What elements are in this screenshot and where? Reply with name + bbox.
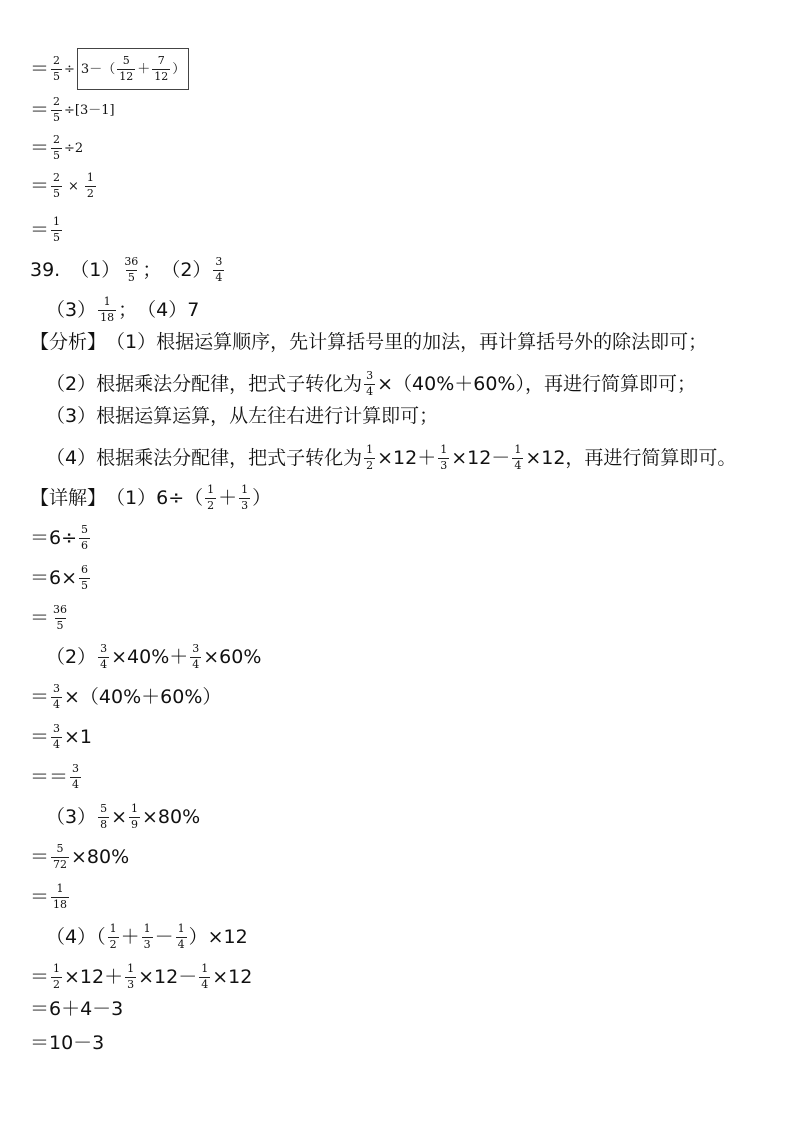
denominator: 5: [53, 230, 61, 244]
detail-line: [30, 524, 92, 552]
detail-line: [46, 643, 261, 671]
detail-line: [46, 923, 248, 951]
numerator: 2: [53, 95, 61, 108]
analysis-text: （2）根据乘法分配律，把式子转化为: [46, 372, 363, 395]
numerator: 1: [131, 802, 139, 815]
expression-text: （2）: [46, 645, 97, 668]
detail-line: [30, 1000, 123, 1019]
denominator: 5: [53, 69, 61, 83]
analysis-paragraph: [46, 407, 438, 426]
fraction: [85, 172, 96, 200]
denominator: 4: [53, 737, 61, 751]
calc-line: [30, 96, 115, 124]
numerator: 1: [201, 962, 209, 975]
fraction: [364, 444, 375, 472]
denominator: 18: [100, 310, 115, 324]
denominator: 3: [440, 458, 448, 472]
detail-line: [30, 723, 92, 751]
numerator: 3: [366, 369, 374, 382]
denominator: 4: [215, 270, 223, 284]
denominator: 5: [53, 110, 61, 124]
analysis-paragraph: [46, 444, 736, 472]
calc-line: [30, 216, 64, 244]
answer-label: （4）: [137, 298, 188, 321]
denominator: 2: [207, 498, 215, 512]
numerator: 1: [53, 215, 61, 228]
fraction: [70, 763, 81, 791]
expression-text: ＝: [30, 725, 50, 748]
numerator: 7: [157, 53, 165, 67]
separator: ；: [142, 258, 162, 281]
numerator: 1: [56, 882, 64, 895]
fraction: [98, 643, 109, 671]
numerator: 6: [81, 563, 89, 576]
fraction: [122, 256, 140, 284]
fraction: [51, 55, 62, 83]
question-39-answers-2: [46, 296, 199, 324]
equals-sign: ＝: [30, 98, 50, 121]
numerator: 1: [440, 443, 448, 456]
separator: ；: [118, 298, 138, 321]
answer-value: 7: [187, 298, 200, 321]
fraction: [51, 172, 62, 200]
analysis-text: （1）根据运算顺序，先计算括号里的加法，再计算括号外的除法即可；: [106, 331, 708, 353]
numerator: 5: [100, 802, 108, 815]
fraction: [199, 963, 210, 991]
denominator: 5: [81, 578, 89, 592]
fraction: [129, 803, 140, 831]
numerator: 3: [72, 762, 80, 775]
expression-text: ×（40%＋60%）: [64, 685, 222, 708]
denominator: 4: [100, 657, 108, 671]
fraction: [98, 803, 109, 831]
operator: ＋: [218, 486, 238, 509]
operator: －: [154, 925, 174, 948]
denominator: 4: [514, 458, 522, 472]
fraction: [142, 923, 153, 951]
detail-line: [30, 883, 71, 911]
expression-text: ×12＋: [64, 965, 124, 988]
numerator: 5: [56, 842, 64, 855]
operator: ×: [68, 178, 79, 194]
denominator: 2: [109, 937, 117, 951]
fraction: [190, 643, 201, 671]
expression-text: ×80%: [71, 845, 130, 868]
denominator: 12: [154, 69, 169, 83]
expression-text: ）: [252, 486, 272, 509]
numerator: 3: [53, 682, 61, 695]
answer-label: （3）: [46, 298, 97, 321]
fraction: [152, 55, 170, 83]
denominator: 8: [100, 817, 108, 831]
denominator: 4: [177, 937, 185, 951]
denominator: 5: [127, 270, 135, 284]
equals-sign: ＝: [30, 136, 50, 159]
fraction: [51, 216, 62, 244]
expression-text: ＝＝: [30, 765, 69, 788]
expression-text: ＝: [30, 885, 50, 908]
detail-line: [30, 1034, 104, 1053]
denominator: 2: [86, 186, 94, 200]
question-39-answers: [30, 256, 226, 284]
fraction: [51, 843, 69, 871]
analysis-text: ×（40%＋60%），再进行简算即可；: [377, 372, 696, 395]
numerator: 1: [366, 443, 374, 456]
numerator: 1: [514, 443, 522, 456]
fraction: [239, 484, 250, 512]
expression-text: ＝10－3: [30, 1032, 105, 1054]
expression-text: （3）: [46, 805, 97, 828]
numerator: 1: [86, 171, 94, 184]
calc-line: [30, 134, 83, 162]
analysis-paragraph: [46, 370, 696, 398]
question-number: 39.: [30, 258, 61, 281]
numerator: 5: [81, 523, 89, 536]
denominator: 4: [201, 977, 209, 991]
calc-line: [30, 48, 189, 90]
denominator: 2: [53, 977, 61, 991]
analysis-text: ×12，再进行简算即可。: [525, 446, 737, 469]
denominator: 5: [53, 148, 61, 162]
detail-line: [30, 963, 252, 991]
analysis-text: ×12－: [451, 446, 511, 469]
numerator: 1: [53, 962, 61, 975]
answer-label: （2）: [161, 258, 212, 281]
detail-line: [30, 484, 271, 512]
denominator: 3: [241, 498, 249, 512]
numerator: 1: [103, 295, 111, 308]
expression-text: ＝: [30, 845, 50, 868]
denominator: 5: [53, 186, 61, 200]
fraction: [364, 370, 375, 398]
fraction: [205, 484, 216, 512]
denominator: 4: [53, 697, 61, 711]
denominator: 3: [127, 977, 135, 991]
fraction: [51, 604, 69, 632]
denominator: 4: [192, 657, 200, 671]
expression-text: ×60%: [203, 645, 262, 668]
fraction: [438, 444, 449, 472]
fraction: [51, 883, 69, 911]
numerator: 3: [53, 722, 61, 735]
fraction: [176, 923, 187, 951]
numerator: 2: [53, 133, 61, 146]
expression-text: ＝6×: [30, 566, 78, 589]
numerator: 1: [127, 962, 135, 975]
numerator: 1: [177, 922, 185, 935]
numerator: 3: [192, 642, 200, 655]
numerator: 2: [53, 171, 61, 184]
analysis-text: ×12＋: [377, 446, 437, 469]
fraction: [51, 963, 62, 991]
detail-line: [30, 843, 129, 871]
equals-sign: ＝: [30, 174, 50, 197]
detail-line: [30, 763, 83, 791]
expression-text: ÷2: [64, 140, 84, 156]
denominator: 3: [143, 937, 151, 951]
denominator: 4: [72, 777, 80, 791]
expression-text: ＝6＋4－3: [30, 998, 124, 1020]
denominator: 2: [366, 458, 374, 472]
fraction: [108, 923, 119, 951]
expression-text: ×12: [212, 965, 253, 988]
numerator: 2: [53, 53, 61, 67]
fraction: [117, 55, 135, 83]
analysis-paragraph: [30, 333, 707, 352]
operator: ＋: [137, 61, 151, 77]
expression-text: ＝: [30, 965, 50, 988]
detail-tag: 【详解】: [30, 486, 107, 509]
expression-text: ＝: [30, 606, 50, 629]
fraction: [98, 296, 116, 324]
square-bracket-group: [77, 48, 189, 90]
denominator: 4: [366, 384, 374, 398]
expression-text: 3－（: [80, 61, 116, 77]
fraction: [51, 683, 62, 711]
denominator: 6: [81, 538, 89, 552]
denominator: 72: [53, 857, 68, 871]
fraction: [79, 564, 90, 592]
numerator: 36: [53, 603, 68, 616]
operator: ÷: [64, 61, 75, 77]
denominator: 5: [56, 618, 64, 632]
numerator: 1: [241, 483, 249, 496]
detail-line: [30, 683, 221, 711]
fraction: [51, 723, 62, 751]
equals-sign: ＝: [30, 57, 50, 80]
denominator: 9: [131, 817, 139, 831]
expression-text: ）×12: [188, 925, 248, 948]
analysis-text: （3）根据运算运算，从左往右进行计算即可；: [46, 405, 439, 427]
detail-line: [30, 564, 92, 592]
expression-text: ×: [111, 805, 128, 828]
expression-text: ×12－: [138, 965, 198, 988]
fraction: [125, 963, 136, 991]
expression-text: ×80%: [142, 805, 201, 828]
answer-label: （1）: [70, 258, 121, 281]
calc-line: [30, 172, 98, 200]
analysis-text: （4）根据乘法分配律，把式子转化为: [46, 446, 363, 469]
expression-text: （4）（: [46, 925, 106, 948]
detail-line: [30, 604, 71, 632]
fraction: [51, 134, 62, 162]
expression-text: ÷[3－1]: [64, 102, 115, 118]
expression-text: ＝6÷: [30, 526, 78, 549]
numerator: 5: [122, 53, 130, 67]
numerator: 3: [215, 255, 223, 268]
equals-sign: ＝: [30, 218, 50, 241]
operator: ＋: [120, 925, 140, 948]
numerator: 1: [143, 922, 151, 935]
expression-text: ）: [172, 61, 186, 77]
fraction: [512, 444, 523, 472]
numerator: 1: [207, 483, 215, 496]
numerator: 36: [124, 255, 139, 268]
numerator: 1: [109, 922, 117, 935]
expression-text: （1）6÷（: [106, 486, 204, 509]
denominator: 12: [119, 69, 134, 83]
analysis-tag: 【分析】: [30, 331, 107, 353]
numerator: 3: [100, 642, 108, 655]
expression-text: ×40%＋: [111, 645, 189, 668]
fraction: [79, 524, 90, 552]
detail-line: [46, 803, 200, 831]
expression-text: ＝: [30, 685, 50, 708]
fraction: [51, 96, 62, 124]
fraction: [213, 256, 224, 284]
expression-text: ×1: [64, 725, 93, 748]
denominator: 18: [53, 897, 68, 911]
